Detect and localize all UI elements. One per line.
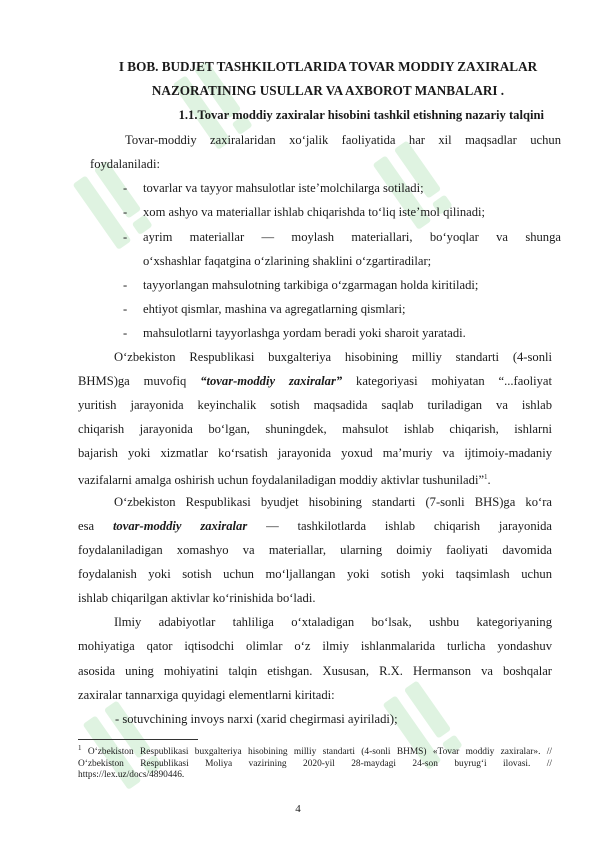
paragraph-line: Ilmiy adabiyotlar tahliliga o‘xtaladigan bo‘lsak, ushbu kategoriyaning xyxy=(114,615,552,629)
term-emphasis: “tovar-moddiy zaxiralar” xyxy=(200,374,343,388)
footnote-line-1: $^1$ O‘zbekiston Respublikasi buxgalteriya hisobining milliy standarti (4-sonli BHMS) «Tovar moddiy zaxiralar». // xyxy=(78,744,552,758)
footnote xyxy=(78,743,552,782)
list-item-text: tayyorlangan mahsulotning tarkibiga o‘zgarmagan holda kiritiladi; xyxy=(143,278,479,292)
paragraph-line: foydalanish yoki sotish uchun mo‘ljallangan yoki sotish yoki taqsimlash uchun xyxy=(78,567,552,581)
section-subheading: 1.1.Tovar moddiy zaxiralar hisobini tashkil etishning nazariy talqini xyxy=(178,108,544,122)
list-item: - xyxy=(123,181,128,195)
paragraph-line: O‘zbekiston Respublikasi buxgalteriya hisobining milliy standarti (4-sonli xyxy=(114,350,552,364)
chapter-heading-line-1: I BOB. BUDJET TASHKILOTLARIDA TOVAR MODDIY ZAXIRALAR xyxy=(118,59,538,74)
list-item: - xyxy=(123,302,128,316)
paragraph-line: mohiyatiga qator iqtisodchi olimlar o‘z ilmiy ishlanmalarida turlicha yondashuv xyxy=(78,639,552,653)
paragraph-line: asosida uning mohiyatini talqin etishgan. Xususan, R.X. Hermanson va boshqalar xyxy=(78,664,552,678)
footnote-divider xyxy=(78,739,198,740)
list-item-text: mahsulotlarni tayyorlashga yordam beradi yoki sharoit yaratadi. xyxy=(143,326,466,340)
paragraph-line: esa tovar-moddiy zaxiralar — tashkilotlarda ishlab chiqarish jarayonida xyxy=(78,519,553,533)
paragraph-line: O‘zbekiston Respublikasi byudjet hisobining standarti (7-sonli BHS)ga ko‘ra xyxy=(114,495,552,509)
chapter-heading xyxy=(78,58,578,100)
paragraph-line: foydalaniladigan xomashyo va materiallar, ularning doimiy faoliyati davomida xyxy=(78,543,552,557)
page-number: 4 xyxy=(295,803,301,815)
intro-line-1: Tovar-moddiy zaxiralaridan xo‘jalik faoliyatida har xil maqsadlar uchun xyxy=(125,133,561,147)
paragraph-line: vazifalarni amalga oshirish uchun foydalaniladigan moddiy aktivlar tushuniladi”$^1$. xyxy=(78,473,491,488)
list-item-text-continued: o‘xshashlar faqatgina o‘zlarining shaklini o‘zgartiradilar; xyxy=(143,254,432,268)
list-item: - xyxy=(123,205,128,219)
paragraph-invoice-price: - sotuvchining invoys narxi (xarid chegirmasi ayiriladi); xyxy=(115,712,398,726)
list-item-text: ayrim materiallar — moylash materiallari, bo‘yoqlar va shunga xyxy=(143,230,561,244)
footnote-line-2: O‘zbekiston Respublikasi Moliya vazirining 2020-yil 28-maydagi 24-son buyrug‘i ilovasi. // xyxy=(78,758,552,769)
chapter-heading-line-2: NAZORATINING USULLAR VA AXBOROT MANBALARI . xyxy=(151,83,505,98)
paragraph-line: BHMS)ga muvofiq “tovar-moddiy zaxiralar” kategoriyasi mohiyatan “...faoliyat xyxy=(78,374,552,388)
list-item-text: ehtiyot qismlar, mashina va agregatlarning qismlari; xyxy=(143,302,406,316)
paragraph-line: ishlab chiqarilgan aktivlar ko‘rinishida bo‘ladi. xyxy=(78,591,316,605)
list-item-text: tovarlar va tayyor mahsulotlar iste’molchilarga sotiladi; xyxy=(143,181,424,195)
list-item: - xyxy=(123,278,128,292)
paragraph-line: zaxiralar tannarxiga quyidagi elementlarni kiritadi: xyxy=(78,688,335,702)
term-emphasis: tovar-moddiy zaxiralar xyxy=(112,519,248,533)
paragraph-line: chiqarish jarayonida bo‘lgan, shuningdek, mahsulot ishlab chiqarish, ishlarni xyxy=(78,422,552,436)
paragraph-line: yuritish jarayonida keyinchalik sotish maqsadida saqlab turiladigan va ishlab xyxy=(78,398,552,412)
list-item: - xyxy=(123,326,128,340)
list-item: - xyxy=(123,230,128,244)
footnote-ref[interactable]: 1 xyxy=(484,473,488,481)
list-item-text: xom ashyo va materiallar ishlab chiqarishda to‘liq iste’mol qilinadi; xyxy=(143,205,486,219)
footnote-link[interactable]: https://lex.uz/docs/4890446. xyxy=(78,770,185,781)
intro-line-2: foydalaniladi: xyxy=(90,157,160,171)
paragraph-line: bajarish yoki xizmatlar ko‘rsatish jarayonida yoxud ma’muriy va ijtimoiy-madaniy xyxy=(78,446,552,460)
